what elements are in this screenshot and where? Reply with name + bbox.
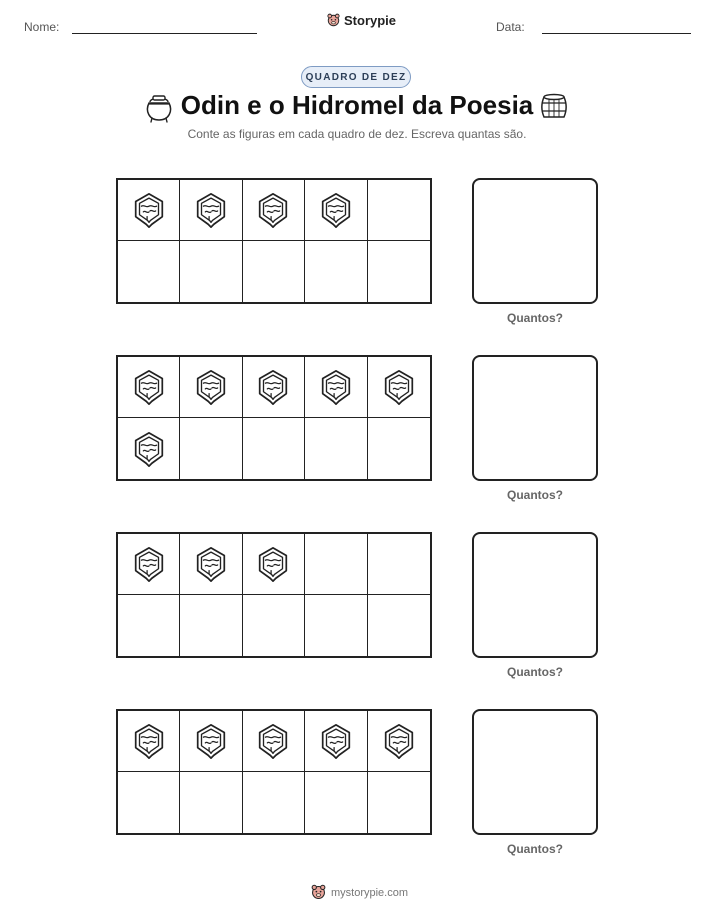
answer-box-1[interactable] <box>472 178 598 304</box>
ten-frame-2 <box>116 355 432 481</box>
frame-cell <box>243 180 305 241</box>
name-label: Nome: <box>24 20 60 34</box>
frame-cell <box>118 772 180 833</box>
ten-frame-1 <box>116 178 432 304</box>
brand-logo <box>326 13 396 28</box>
footer-url[interactable]: mystorypie.com <box>331 886 409 899</box>
frame-cell <box>368 418 430 479</box>
brand-name: Storypie <box>344 13 397 28</box>
answer-label-2: Quantos? <box>507 488 563 502</box>
mead-honeycomb-icon <box>130 368 168 406</box>
mead-honeycomb-icon <box>130 430 168 468</box>
frame-cell <box>118 595 180 656</box>
frame-cell <box>180 534 242 595</box>
frame-cell <box>180 711 242 772</box>
answer-box-4[interactable] <box>472 709 598 835</box>
ten-frame-3 <box>116 532 432 658</box>
ten-frame-4 <box>116 709 432 835</box>
mead-honeycomb-icon <box>317 722 355 760</box>
answer-label-3: Quantos? <box>507 665 563 679</box>
frame-cell <box>305 418 367 479</box>
mead-honeycomb-icon <box>254 545 292 583</box>
mead-honeycomb-icon <box>192 545 230 583</box>
frame-cell <box>180 357 242 418</box>
frame-cell <box>118 180 180 241</box>
date-label: Data: <box>496 20 525 34</box>
mead-honeycomb-icon <box>130 722 168 760</box>
mead-honeycomb-icon <box>380 368 418 406</box>
date-line[interactable] <box>542 33 691 34</box>
mead-honeycomb-icon <box>192 368 230 406</box>
frame-cell <box>368 241 430 302</box>
page-title: Odin e o Hidromel da Poesia <box>180 90 534 120</box>
frame-cell <box>243 772 305 833</box>
frame-cell <box>118 357 180 418</box>
frame-cell <box>368 595 430 656</box>
answer-label-4: Quantos? <box>507 842 563 856</box>
frame-cell <box>305 711 367 772</box>
frame-cell <box>243 711 305 772</box>
frame-cell <box>305 534 367 595</box>
frame-cell <box>118 241 180 302</box>
worksheet-type-badge: QUADRO DE DEZ <box>301 66 411 88</box>
frame-cell <box>180 241 242 302</box>
mead-honeycomb-icon <box>130 545 168 583</box>
frame-cell <box>243 595 305 656</box>
frame-cell <box>305 357 367 418</box>
mead-honeycomb-icon <box>254 368 292 406</box>
mascot-icon <box>326 13 341 28</box>
mead-honeycomb-icon <box>380 722 418 760</box>
instructions: Conte as figuras em cada quadro de dez. Escreva quantas são. <box>187 127 527 141</box>
answer-label-1: Quantos? <box>507 311 563 325</box>
frame-cell <box>368 772 430 833</box>
frame-cell <box>368 534 430 595</box>
mead-honeycomb-icon <box>254 191 292 229</box>
answer-box-2[interactable] <box>472 355 598 481</box>
frame-cell <box>243 241 305 302</box>
barrel-icon <box>539 92 569 122</box>
frame-cell <box>368 357 430 418</box>
frame-cell <box>368 711 430 772</box>
frame-cell <box>305 772 367 833</box>
frame-cell <box>305 180 367 241</box>
frame-cell <box>180 418 242 479</box>
frame-cell <box>305 241 367 302</box>
mead-honeycomb-icon <box>130 191 168 229</box>
frame-cell <box>243 357 305 418</box>
frame-cell <box>243 418 305 479</box>
frame-cell <box>118 534 180 595</box>
frame-cell <box>118 711 180 772</box>
frame-cell <box>180 772 242 833</box>
frame-cell <box>243 534 305 595</box>
frame-cell <box>368 180 430 241</box>
frame-cell <box>180 180 242 241</box>
name-line[interactable] <box>72 33 257 34</box>
frame-cell <box>180 595 242 656</box>
mascot-icon <box>310 884 327 901</box>
answer-box-3[interactable] <box>472 532 598 658</box>
footer <box>310 884 408 901</box>
frame-cell <box>118 418 180 479</box>
mead-honeycomb-icon <box>192 722 230 760</box>
frame-cell <box>305 595 367 656</box>
mead-honeycomb-icon <box>192 191 230 229</box>
mead-honeycomb-icon <box>317 191 355 229</box>
mead-honeycomb-icon <box>254 722 292 760</box>
mead-honeycomb-icon <box>317 368 355 406</box>
